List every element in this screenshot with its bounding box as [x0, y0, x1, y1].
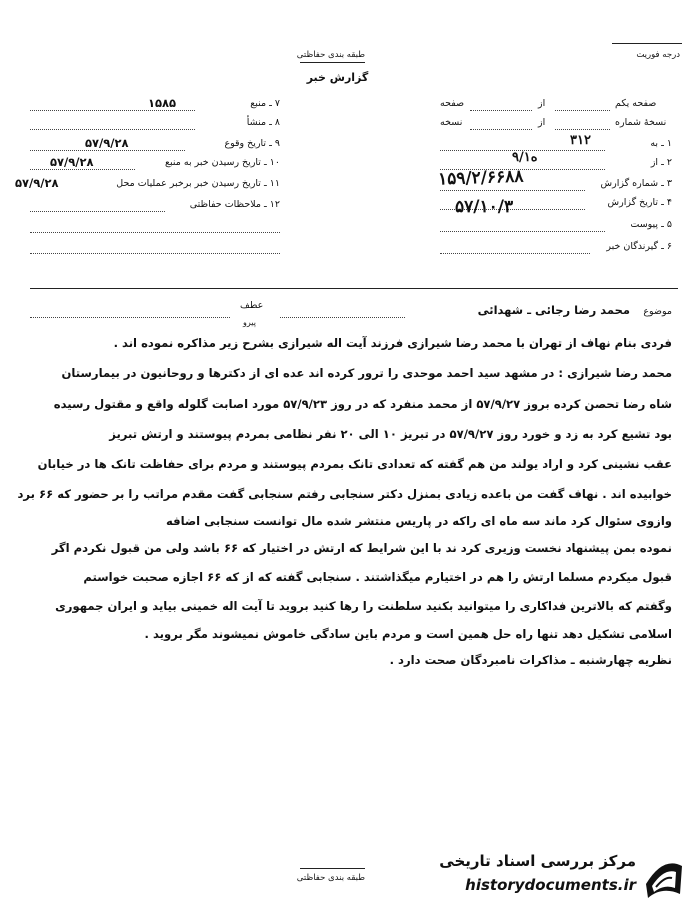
- field-to-label: ۱ ـ به: [650, 138, 672, 149]
- body-line-3: شاه رضا تحصن کرده بروز ۵۷/۹/۲۷ از محمد منفرد که در روز ۵۷/۹/۲۳ مورد اصابت گلوله واقع و مقتول رسیده: [53, 397, 672, 411]
- field-report-date-label: ۴ ـ تاریخ گزارش: [607, 197, 672, 208]
- body-line-7: وازوی سئوال کرد ماند سه ماه ای راکه در پاریس منتشر شده مال توانست سنجابی اضافه: [165, 514, 672, 528]
- field-source-value: ۱۵۸۵: [148, 96, 177, 110]
- classification-bottom-rule: [300, 868, 365, 869]
- body-line-8: نموده بمن پیشنهاد نخست وزیری کرد ند با این شرایط که ارتش در اختیار که ۶۶ باشد ولی من قبول نکردم اگر: [51, 541, 672, 555]
- logo-title: مرکز بررسی اسناد تاریخی: [439, 852, 636, 870]
- field-report-number-value: ۱۵۹/۲/۶۶۸۸: [437, 166, 524, 190]
- classification-top-rule: [300, 62, 365, 63]
- field-recipients-label: ۶ ـ گیرندگان خبر: [606, 241, 672, 252]
- subject-value: محمد رضا رجائی ـ شهدائی: [477, 303, 630, 317]
- reference-label: عطف: [240, 300, 264, 311]
- field-from-label: ۲ ـ از: [650, 157, 672, 168]
- body-line-12: نظریه چهارشنبه ـ مذاکرات نامبردگان صحت دارد .: [389, 653, 672, 667]
- page-unit-label: صفحه: [440, 98, 465, 109]
- watermark-logo: [420, 850, 700, 907]
- field-source-label: ۷ ـ منبع: [250, 98, 280, 109]
- classification-top: طبقه بندی حفاظتی: [296, 50, 365, 60]
- report-title: گزارش خبر: [306, 71, 369, 84]
- field-received-ops-label: ۱۱ ـ تاریخ رسیدن خبر برخبر عملیات محل: [116, 178, 280, 189]
- page-of-label: از: [538, 98, 546, 109]
- body-line-6: خوابیده اند . نهاف گفت من باعده زیادی بمنزل دکتر سنجابی رفتم سنجابی گفت مقدم مراتب را بر حضور که ۶۶ برد: [17, 487, 672, 501]
- field-received-source-label: ۱۰ ـ تاریخ رسیدن خبر به منبع: [165, 157, 280, 168]
- subject-label: موضوع: [643, 306, 672, 317]
- urgency-rule: [612, 43, 682, 44]
- field-received-source-value: ۵۷/۹/۲۸: [50, 155, 94, 169]
- field-attachment-label: ۵ ـ پیوست: [630, 219, 672, 230]
- copy-of-label: از: [538, 117, 546, 128]
- field-to-value: ۳۱۲: [570, 133, 591, 148]
- field-occurrence-date-value: ۵۷/۹/۲۸: [85, 136, 129, 150]
- header-separator: [30, 288, 678, 289]
- field-received-ops-value: ۵۷/۹/۲۸: [15, 176, 59, 190]
- followup-label: پیرو: [243, 318, 256, 327]
- body-line-1: فردی بنام نهاف از تهران با محمد رضا شیرازی فرزند آیت اله شیرازی بشرح زیر مذاکره نموده اند .: [113, 336, 672, 350]
- field-report-date-value: ۵۷/۱۰/۳: [455, 197, 514, 217]
- field-occurrence-date-label: ۹ ـ تاریخ وقوع: [224, 138, 280, 149]
- body-line-4: بود تشیع کرد به زد و خورد روز ۵۷/۹/۲۷ در تبریز ۱۰ الی ۲۰ نفر نظامی بمردم پیوستند و ارتش تبریز: [109, 427, 672, 441]
- copy-label: نسخهٔ شماره: [615, 117, 667, 128]
- book-emblem-icon: [640, 854, 686, 902]
- field-report-number-label: ۳ ـ شماره گزارش: [600, 178, 672, 189]
- field-security-notes-label: ۱۲ ـ ملاحظات حفاظتی: [189, 199, 280, 210]
- page-label: صفحه یکم: [615, 98, 657, 109]
- body-line-10: وگفتم که بالاترین فداکاری را میتوانید بکنید سلطنت را رها کنید بروید تا آیت اله خمینی بیاید و ایران جمهوری: [55, 599, 672, 613]
- field-origin-label: ۸ ـ منشأ: [246, 117, 280, 128]
- body-line-9: قبول میکردم مسلما ارتش را هم در اختیارم میگذاشتند . سنجابی گفته که از که ۶۶ اجازه صحبت خواستم: [83, 570, 672, 584]
- logo-url: historydocuments.ir: [465, 876, 636, 894]
- body-line-5: عقب نشینی کرد و اراد یولند من هم گفته که تعدادی تانک بمردم پیوستند و مردم برای حفاظت تانک ها در خیابان: [37, 457, 672, 471]
- copy-unit-label: نسخه: [440, 117, 463, 128]
- classification-bottom: طبقه بندی حفاظتی: [296, 873, 365, 883]
- body-line-11: اسلامی تشکیل دهد تنها راه حل همین است و مردم باین سادگی خاموش نمیشوند مگر بروید .: [144, 627, 672, 641]
- urgency-label: درجه فوریت: [636, 50, 680, 60]
- body-line-2: محمد رضا شیرازی : در مشهد سید احمد موحدی را ترور کرده اند عده ای از دکترها و روحانیون در بیمارستان: [61, 366, 672, 380]
- field-from-value: ۹/ه۱: [512, 150, 538, 165]
